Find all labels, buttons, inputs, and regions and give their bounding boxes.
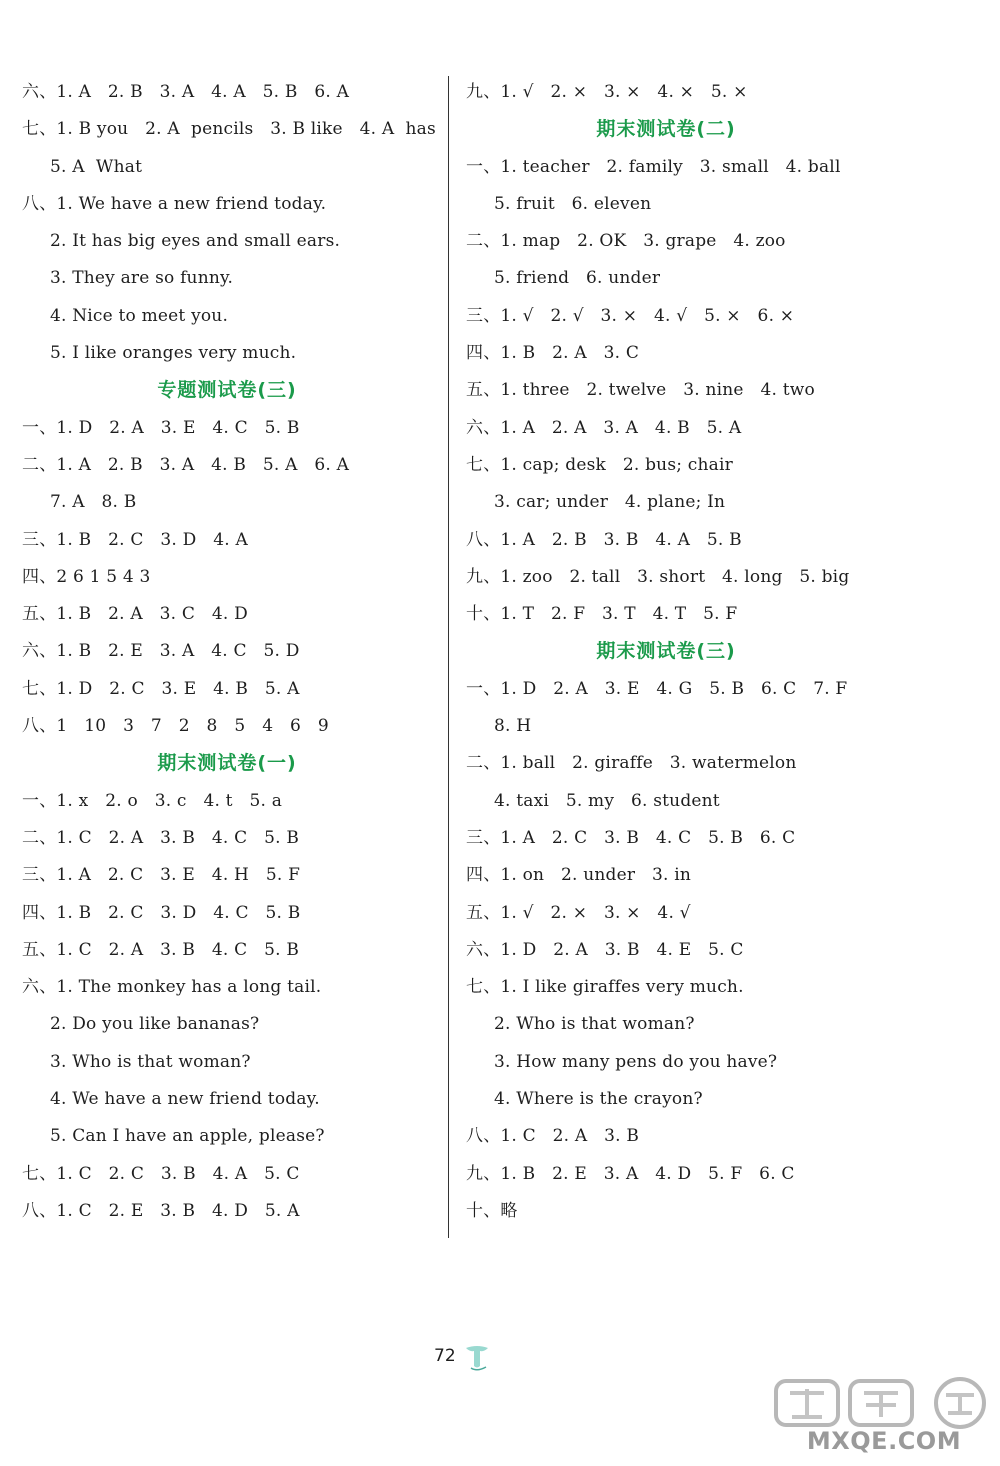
- answer-line: 八、1. C 2. A 3. B: [466, 1126, 640, 1147]
- answer-line: 八、1. We have a new friend today.: [22, 193, 327, 214]
- answer-line: 5. Can I have an apple, please?: [50, 1126, 325, 1147]
- answer-line: 六、1. A 2. B 3. A 4. A 5. B 6. A: [22, 82, 350, 102]
- answer-line: 七、1. I like giraffes very much.: [466, 977, 744, 998]
- answer-line: 三、1. A 2. C 3. B 4. C 5. B 6. C: [466, 827, 796, 848]
- answer-line: 4. taxi 5. my 6. student: [494, 790, 720, 811]
- answer-line: 九、1. zoo 2. tall 3. short 4. long 5. big: [466, 566, 850, 587]
- section-title: 期末测试卷(三): [596, 640, 736, 663]
- answer-line: 5. fruit 6. eleven: [494, 193, 652, 214]
- footer-decoration-icon: [462, 1342, 492, 1372]
- answer-line: 八、1. A 2. B 3. B 4. A 5. B: [466, 529, 742, 550]
- answer-line: 7. A 8. B: [50, 492, 137, 513]
- answer-line: 四、1. on 2. under 3. in: [466, 865, 692, 886]
- page-footer: [0, 1340, 1000, 1380]
- answer-line: 五、1. three 2. twelve 3. nine 4. two: [466, 380, 815, 401]
- answer-line: 二、1. ball 2. giraffe 3. watermelon: [466, 753, 797, 774]
- section-title: 期末测试卷(二): [596, 118, 736, 141]
- watermark-url: MXQE.COM: [806, 1427, 962, 1455]
- answer-line: 九、1. √ 2. × 3. × 4. × 5. ×: [466, 82, 748, 102]
- answer-line: 六、1. A 2. A 3. A 4. B 5. A: [466, 417, 742, 438]
- answer-line: 四、2 6 1 5 4 3: [22, 566, 151, 587]
- answer-line: 六、1. B 2. E 3. A 4. C 5. D: [22, 641, 300, 662]
- answer-line: 七、1. D 2. C 3. E 4. B 5. A: [22, 678, 300, 699]
- answer-line: 三、1. √ 2. √ 3. × 4. √ 5. × 6. ×: [466, 305, 795, 326]
- answer-line: 二、1. A 2. B 3. A 4. B 5. A 6. A: [22, 454, 350, 475]
- site-watermark: [770, 1375, 998, 1465]
- answer-line: 五、1. B 2. A 3. C 4. D: [22, 604, 248, 625]
- answer-line: 九、1. B 2. E 3. A 4. D 5. F 6. C: [466, 1163, 795, 1184]
- answer-line: 十、1. T 2. F 3. T 4. T 5. F: [466, 604, 738, 625]
- answer-line: 3. How many pens do you have?: [494, 1051, 778, 1072]
- page-number: 72: [434, 1346, 456, 1366]
- answer-line: 3. car; under 4. plane; In: [494, 492, 726, 513]
- answer-line: 2. It has big eyes and small ears.: [50, 231, 341, 252]
- answer-line: 八、1. C 2. E 3. B 4. D 5. A: [22, 1200, 300, 1221]
- answer-line: 五、1. C 2. A 3. B 4. C 5. B: [22, 939, 300, 960]
- answer-line: 2. Who is that woman?: [494, 1014, 695, 1035]
- answer-line: 8. H: [494, 716, 532, 737]
- answer-line: 一、1. D 2. A 3. E 4. C 5. B: [22, 417, 300, 438]
- column-divider: [448, 76, 449, 1238]
- answer-line: 三、1. B 2. C 3. D 4. A: [22, 529, 248, 550]
- answer-line: 七、1. C 2. C 3. B 4. A 5. C: [22, 1163, 300, 1184]
- answer-line: 2. Do you like bananas?: [50, 1014, 260, 1035]
- answer-line: 十、略: [466, 1200, 518, 1221]
- answer-line: 四、1. B 2. A 3. C: [466, 343, 640, 364]
- answer-line: 4. Where is the crayon?: [494, 1089, 703, 1110]
- answer-line: 5. A What: [50, 156, 143, 177]
- answer-line: 3. Who is that woman?: [50, 1051, 251, 1072]
- answer-line: 3. They are so funny.: [50, 268, 234, 289]
- answer-line: 4. We have a new friend today.: [50, 1089, 320, 1110]
- section-title: 专题测试卷(三): [157, 379, 297, 402]
- answer-line: 八、1 10 3 7 2 8 5 4 6 9: [22, 716, 329, 737]
- answer-line: 5. I like oranges very much.: [50, 343, 297, 364]
- answer-line: 六、1. The monkey has a long tail.: [22, 977, 322, 998]
- answer-line: 七、1. cap; desk 2. bus; chair: [466, 454, 733, 475]
- answer-line: 4. Nice to meet you.: [50, 305, 229, 326]
- answer-line: 二、1. C 2. A 3. B 4. C 5. B: [22, 827, 300, 848]
- answer-column-right: [466, 74, 866, 1230]
- answer-line: 一、1. D 2. A 3. E 4. G 5. B 6. C 7. F: [466, 678, 848, 699]
- answer-line: 七、1. B you 2. A pencils 3. B like 4. A has: [22, 119, 436, 140]
- answer-column-left: [22, 74, 436, 1230]
- section-title: 期末测试卷(一): [157, 752, 297, 775]
- answer-line: 一、1. x 2. o 3. c 4. t 5. a: [22, 790, 283, 811]
- answer-line: 一、1. teacher 2. family 3. small 4. ball: [466, 156, 841, 177]
- answer-line: 六、1. D 2. A 3. B 4. E 5. C: [466, 939, 744, 960]
- answer-line: 5. friend 6. under: [494, 268, 661, 289]
- answer-line: 二、1. map 2. OK 3. grape 4. zoo: [466, 231, 786, 252]
- watermark-logo-icon: [770, 1375, 998, 1431]
- answer-line: 三、1. A 2. C 3. E 4. H 5. F: [22, 865, 301, 886]
- answer-line: 四、1. B 2. C 3. D 4. C 5. B: [22, 902, 301, 923]
- answer-line: 五、1. √ 2. × 3. × 4. √: [466, 902, 691, 923]
